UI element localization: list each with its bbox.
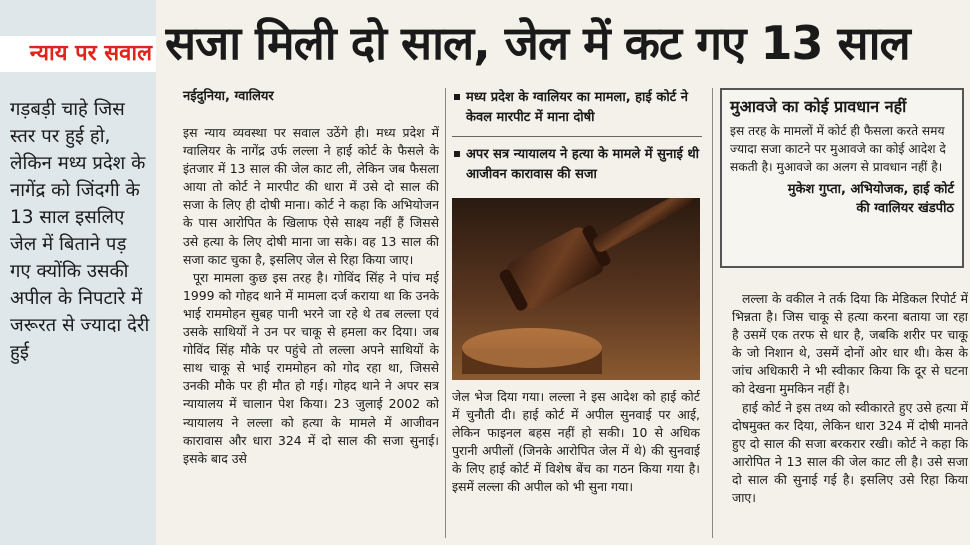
quote-box-title: मुआवजे का कोई प्रावधान नहीं (730, 97, 907, 116)
sidebar-summary: गड़बड़ी चाहे जिस स्तर पर हुई हो, लेकिन मध्य प्रदेश के नागेंद्र को जिंदगी के 13 साल इसलिए जेल में बिताने पड़ गए क्योंकि उसकी अपील के निपटारे में जरूरत से ज्यादा देरी हुई (10, 99, 150, 363)
highlights-box (452, 88, 702, 193)
gavel-icon (452, 198, 700, 380)
byline: नईदुनिया, ग्वालियर (183, 89, 274, 104)
attribution-name: मुकेश गुप्ता, अभियोजक, हाई कोर्ट (787, 182, 954, 197)
attribution-place: की ग्वालियर खंडपीठ (856, 201, 954, 216)
article-paragraph: लल्ला के वकील ने तर्क दिया कि मेडिकल रिपोर्ट में भिन्नता है। जिस चाकू से हत्या करना बताया जा रहा है उसमें एक तरफ से धार है, जबकि शरीर पर चाकू के जो निशान थे, उसमें दोनों ओर धार थी। केस के जांच अधिकारी ने भी स्वीकार किया कि दूर से घटना को देखना मुमकिन नहीं है। (732, 291, 968, 397)
quote-attribution (730, 180, 954, 218)
quote-box-body: इस तरह के मामलों में कोर्ट ही फैसला करते समय ज्यादा सजा काटने पर मुआवजे का कोई आदेश दे सकती है। मुआवजे का अलग से प्रावधान नहीं है। (730, 124, 946, 174)
highlight-item: अपर सत्र न्यायालय ने हत्या के मामले में सुनाई थी आजीवन कारावास की सजा (452, 145, 702, 185)
article-paragraph: हाई कोर्ट ने इस तथ्य को स्वीकारते हुए उसे हत्या में दोषमुक्त कर दिया, लेकिन धारा 324 में दोषी मानते हुए दो साल की सजा बरकरार रखी। कोर्ट ने कहा कि आरोपित ने 13 साल की जेल काट ली है। उसे सजा दो साल की सुनाई गई है। इसलिए उसे रिहा किया जाए। (732, 399, 968, 506)
article-paragraph: पूरा मामला कुछ इस तरह है। गोविंद सिंह ने पांच मई 1999 को गोहद थाने में मामला दर्ज कराया था कि उनके भाई राममोहन सुबह पानी भरने जा रहे थे तब लल्ला एवं उसके साथियों ने उन पर चाकू से हमला कर दिया। जब गोविंद सिंह मौके पर पहुंचे तो लल्ला अपने साथियों के साथ चाकू से भाई राममोहन को गोद रहा था, जिससे उनकी मौके पर ही मौत हो गई। गोहद थाने ने अपर सत्र न्यायालय में चालान पेश किया। 23 जुलाई 2002 को न्यायालय ने लल्ला को हत्या के मामले में आजीवन कारावास और धारा 324 में दो साल की सजा सुनाई। इसके बाद उसे (183, 269, 439, 466)
article-paragraph: इस न्याय व्यवस्था पर सवाल उठेंगे ही। मध्य प्रदेश में ग्वालियर के नागेंद्र उर्फ लल्ला ने हाई कोर्ट के फैसले के इंतजार में 13 साल की जेल काट ली, लेकिन जब फैसला आया तो कोर्ट ने मारपीट की धारा में उसे दो साल की सजा के लिए ही दोषी माना। कोर्ट ने कहा कि अभियोजन के पास आरोपित के खिलाफ ऐसे साक्ष्य नहीं हैं जिससे उसे हत्या के लिए दोषी माना जा सके। वह 13 साल की सजा काट चुका है, इसलिए जेल से रिहा किया जाए। (183, 125, 439, 267)
sidebar-panel (0, 0, 156, 545)
column-divider (712, 88, 713, 538)
article-column-1 (183, 124, 439, 544)
highlight-item: मध्य प्रदेश के ग्वालियर का मामला, हाई कोर्ट ने केवल मारपीट में माना दोषी (452, 88, 702, 128)
gavel-photo (452, 198, 700, 380)
divider (452, 136, 702, 137)
article-column-3 (732, 290, 968, 544)
article-column-2 (452, 388, 700, 544)
column-divider (445, 88, 446, 538)
section-tagline: न्याय पर सवाल (0, 36, 156, 72)
article-paragraph: जेल भेज दिया गया। लल्ला ने इस आदेश को हाई कोर्ट में चुनौती दी। हाई कोर्ट में अपील सुनवाई पर आई, लेकिन फाइनल बहस नहीं हो सकी। 10 से अधिक पुरानी अपीलों (जिनके आरोपित जेल में थे) की सुनवाई के लिए हाई कोर्ट में विशेष बेंच का गठन किया गया है। इसमें लल्ला की अपील को भी सुना गया। (452, 389, 700, 495)
quote-box (720, 88, 964, 268)
page-title: सजा मिली दो साल, जेल में कट गए 13 साल (165, 16, 910, 70)
